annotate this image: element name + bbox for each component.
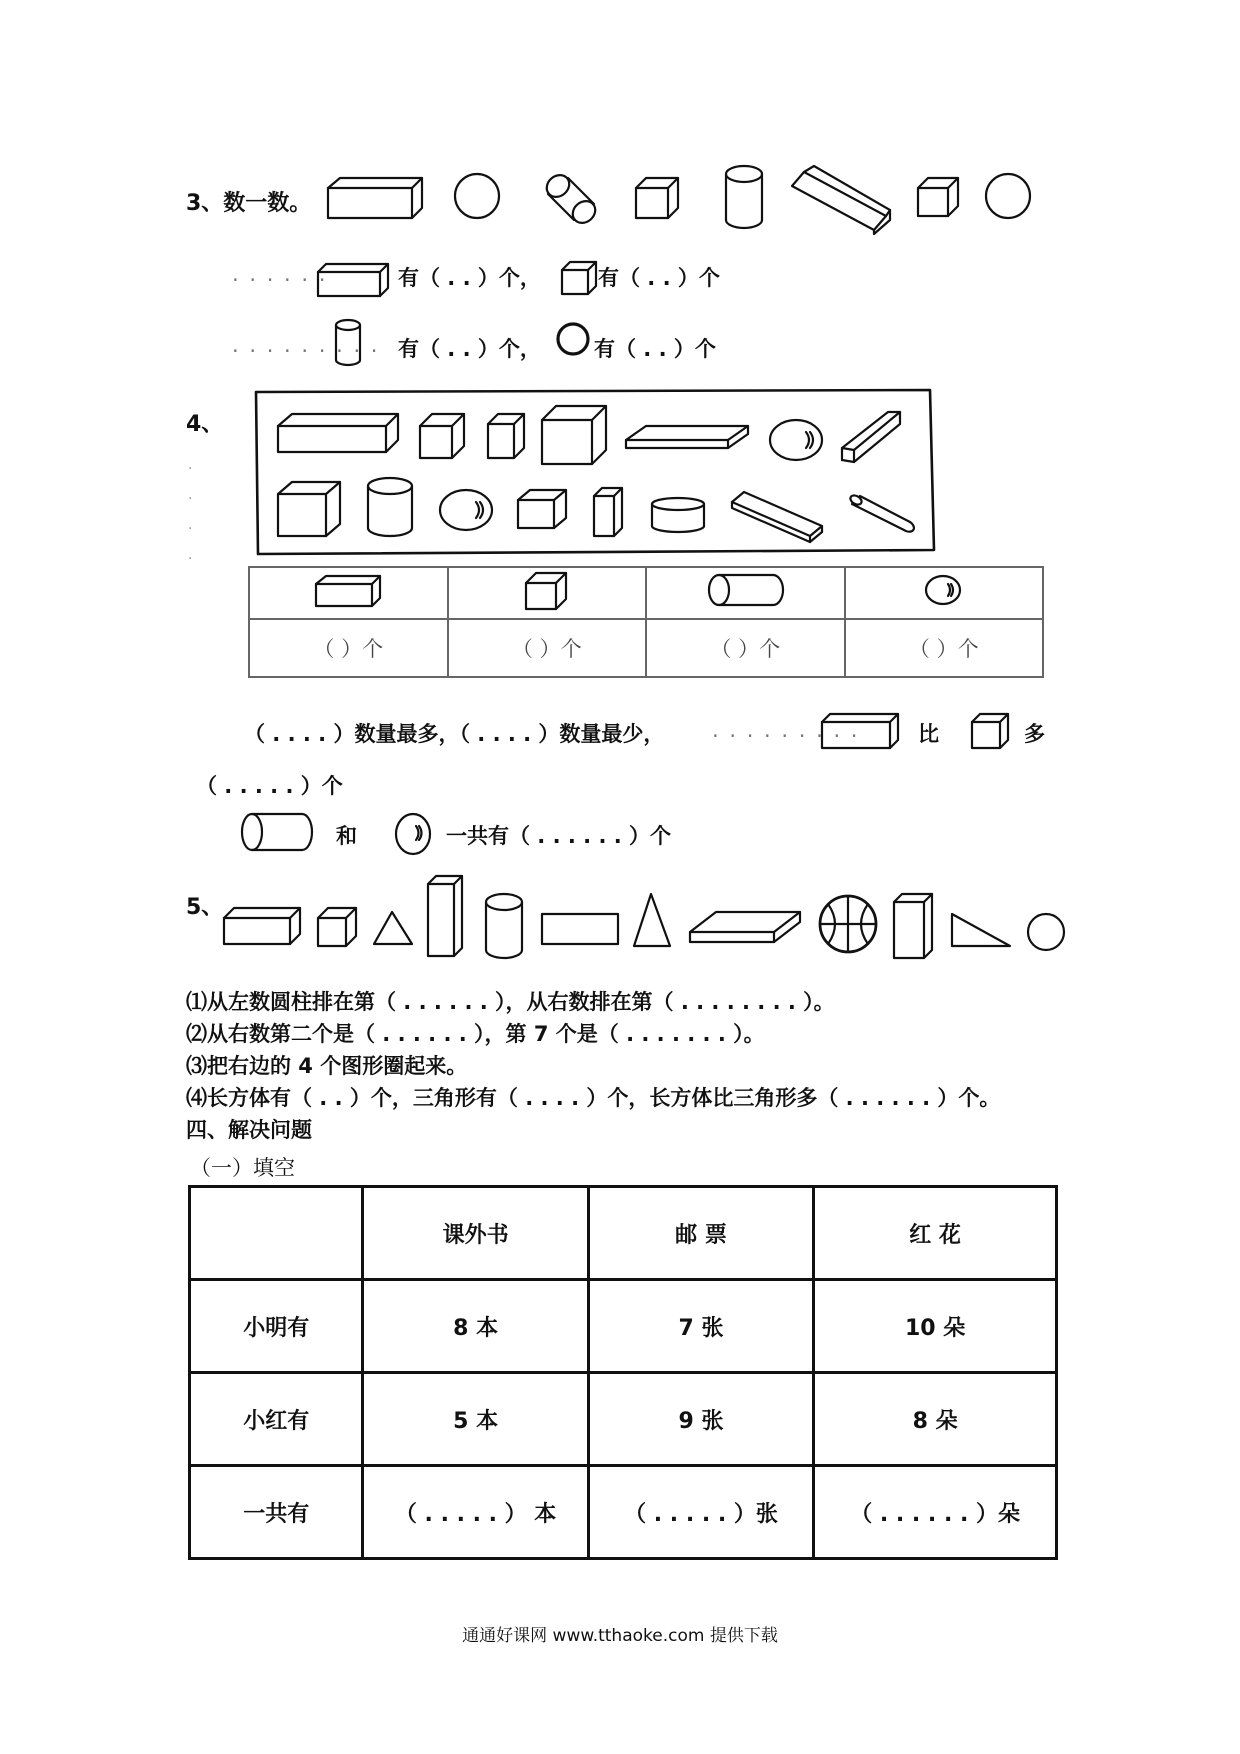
q4-line1b: 比 — [918, 722, 939, 746]
table-row — [190, 1280, 1057, 1373]
q4-line1-cube-icon — [970, 712, 1012, 750]
q4-slanted-cylinder-icon — [848, 492, 914, 534]
q4-cube-big-icon — [540, 404, 610, 466]
q5-cuboid-icon — [222, 906, 302, 946]
q5-rectangle-icon — [540, 912, 620, 946]
q4-col-ball — [845, 567, 1044, 619]
q4-line3-cylinder-icon — [240, 812, 312, 854]
q3-cube-icon — [634, 176, 682, 222]
q4-cube-3-icon — [516, 488, 570, 532]
q5-item-2: ⑵从右数第二个是（ . . . . . . ），第 7 个是（ . . . . . . . ）。 — [186, 1022, 765, 1046]
q3-cuboid-long-icon — [326, 176, 426, 222]
q5-num: 5、 — [186, 895, 224, 920]
q3-cuboid-count-icon — [316, 262, 390, 298]
q3-tilted-cylinder-icon — [540, 170, 602, 228]
q4-line3-ball-icon — [394, 812, 434, 858]
table-header-flowers: 红 花 — [814, 1187, 1057, 1280]
table-cell: 一共有 — [190, 1466, 363, 1559]
q4-cuboid-tall-icon — [486, 412, 528, 460]
q4-num: 4、 — [186, 412, 224, 437]
q3-line2b: 有（ . . ）个 — [594, 337, 716, 361]
q4-ball-1-icon — [768, 418, 826, 464]
q4-count-table — [248, 566, 1044, 678]
table-cell: （ . . . . . ）张 — [588, 1466, 813, 1559]
table-cell: 小明有 — [190, 1280, 363, 1373]
table-header-books: 课外书 — [363, 1187, 588, 1280]
table-cell: 8 朵 — [814, 1373, 1057, 1466]
table-row — [190, 1466, 1057, 1559]
q5-triangle-2-icon — [632, 892, 672, 948]
q4-cube-1-icon — [418, 412, 468, 460]
table-header-row — [190, 1187, 1057, 1280]
q4-line2: （ . . . . . ）个 — [196, 774, 343, 798]
q3-circle-count-icon — [556, 322, 592, 358]
q4-cylinder-1-icon — [366, 476, 418, 540]
q4-col-cylinder — [646, 567, 845, 619]
q3-line2a: 有（ . . ）个， — [398, 337, 541, 361]
table-cell: 9 张 — [588, 1373, 813, 1466]
q5-item-3: ⑶把右边的 4 个图形圈起来。 — [186, 1054, 468, 1078]
q4-line1-cuboid-icon — [820, 712, 900, 750]
q4-flat-cuboid-icon — [624, 422, 752, 452]
q4-line3b: 一共有（ . . . . . . ）个 — [446, 824, 672, 848]
q5-circle-icon — [1026, 912, 1068, 954]
q3-title: 3、数一数。 — [186, 191, 312, 216]
q5-cube-icon — [316, 906, 360, 948]
q5-triangle-1-icon — [372, 910, 414, 946]
q3-cylinder-icon — [724, 164, 768, 230]
q5-tall-cuboid-icon — [426, 874, 466, 958]
q4-cube-2-icon — [276, 480, 346, 540]
q3-tilted-cuboid-icon — [790, 164, 890, 238]
q5-flat-cuboid-icon — [688, 908, 804, 948]
q4-count-cell-4: （ ）个 — [845, 619, 1044, 677]
q4-slanted-cuboid-icon — [730, 490, 826, 542]
q3-circle-icon — [453, 172, 503, 222]
table-cell: （ . . . . . . ）朵 — [814, 1466, 1057, 1559]
fill-in-table — [188, 1185, 1058, 1560]
q3-cube-count-icon — [560, 260, 600, 296]
q4-long-cuboid-icon — [276, 412, 400, 456]
table-cell: 7 张 — [588, 1280, 813, 1373]
q4-count-cell-1: （ ）个 — [249, 619, 448, 677]
q5-tall-cuboid-2-icon — [892, 892, 936, 960]
section4-sub: （一）填空 — [190, 1156, 295, 1180]
table-cell: （ . . . . . ） 本 — [363, 1466, 588, 1559]
q5-basketball-icon — [818, 894, 880, 956]
table-cell: 8 本 — [363, 1280, 588, 1373]
q4-cuboid-thin-icon — [592, 486, 628, 540]
table-header-stamps: 邮 票 — [588, 1187, 813, 1280]
q4-col-cuboid — [249, 567, 448, 619]
table-cell: 5 本 — [363, 1373, 588, 1466]
q4-col-cube — [448, 567, 647, 619]
q4-line1c: 多 — [1024, 722, 1045, 746]
page-footer: 通通好课网 www.tthaoke.com 提供下载 — [462, 1626, 778, 1646]
q4-slanted-stick-icon — [840, 410, 906, 466]
section4-title: 四、解决问题 — [186, 1118, 312, 1142]
q4-line1a: （ . . . . ）数量最多，（ . . . . ）数量最少， — [244, 722, 665, 746]
table-row — [190, 1373, 1057, 1466]
q3-line1a: 有（ . . ）个， — [398, 266, 541, 290]
table-header-empty — [190, 1187, 363, 1280]
q3-cylinder-count-icon — [334, 318, 364, 368]
q5-right-triangle-icon — [950, 912, 1014, 948]
table-cell: 小红有 — [190, 1373, 363, 1466]
q5-item-4: ⑷长方体有（ . . ）个，三角形有（ . . . . ）个，长方体比三角形多（ . . . . . . ）个。 — [186, 1086, 1001, 1110]
q4-count-cell-2: （ ）个 — [448, 619, 647, 677]
q5-cylinder-icon — [484, 892, 528, 962]
q3-line1b: 有（ . . ）个 — [598, 266, 720, 290]
q3-small-cube-icon — [916, 176, 964, 220]
q4-line3a: 和 — [336, 824, 357, 848]
q4-ball-2-icon — [438, 488, 496, 534]
q4-count-cell-3: （ ）个 — [646, 619, 845, 677]
q3-circle-2-icon — [984, 172, 1034, 222]
q4-cylinder-short-icon — [650, 496, 708, 536]
q5-item-1: ⑴从左数圆柱排在第（ . . . . . . ），从右数排在第（ . . . . . . . . ）。 — [186, 990, 835, 1014]
table-cell: 10 朵 — [814, 1280, 1057, 1373]
